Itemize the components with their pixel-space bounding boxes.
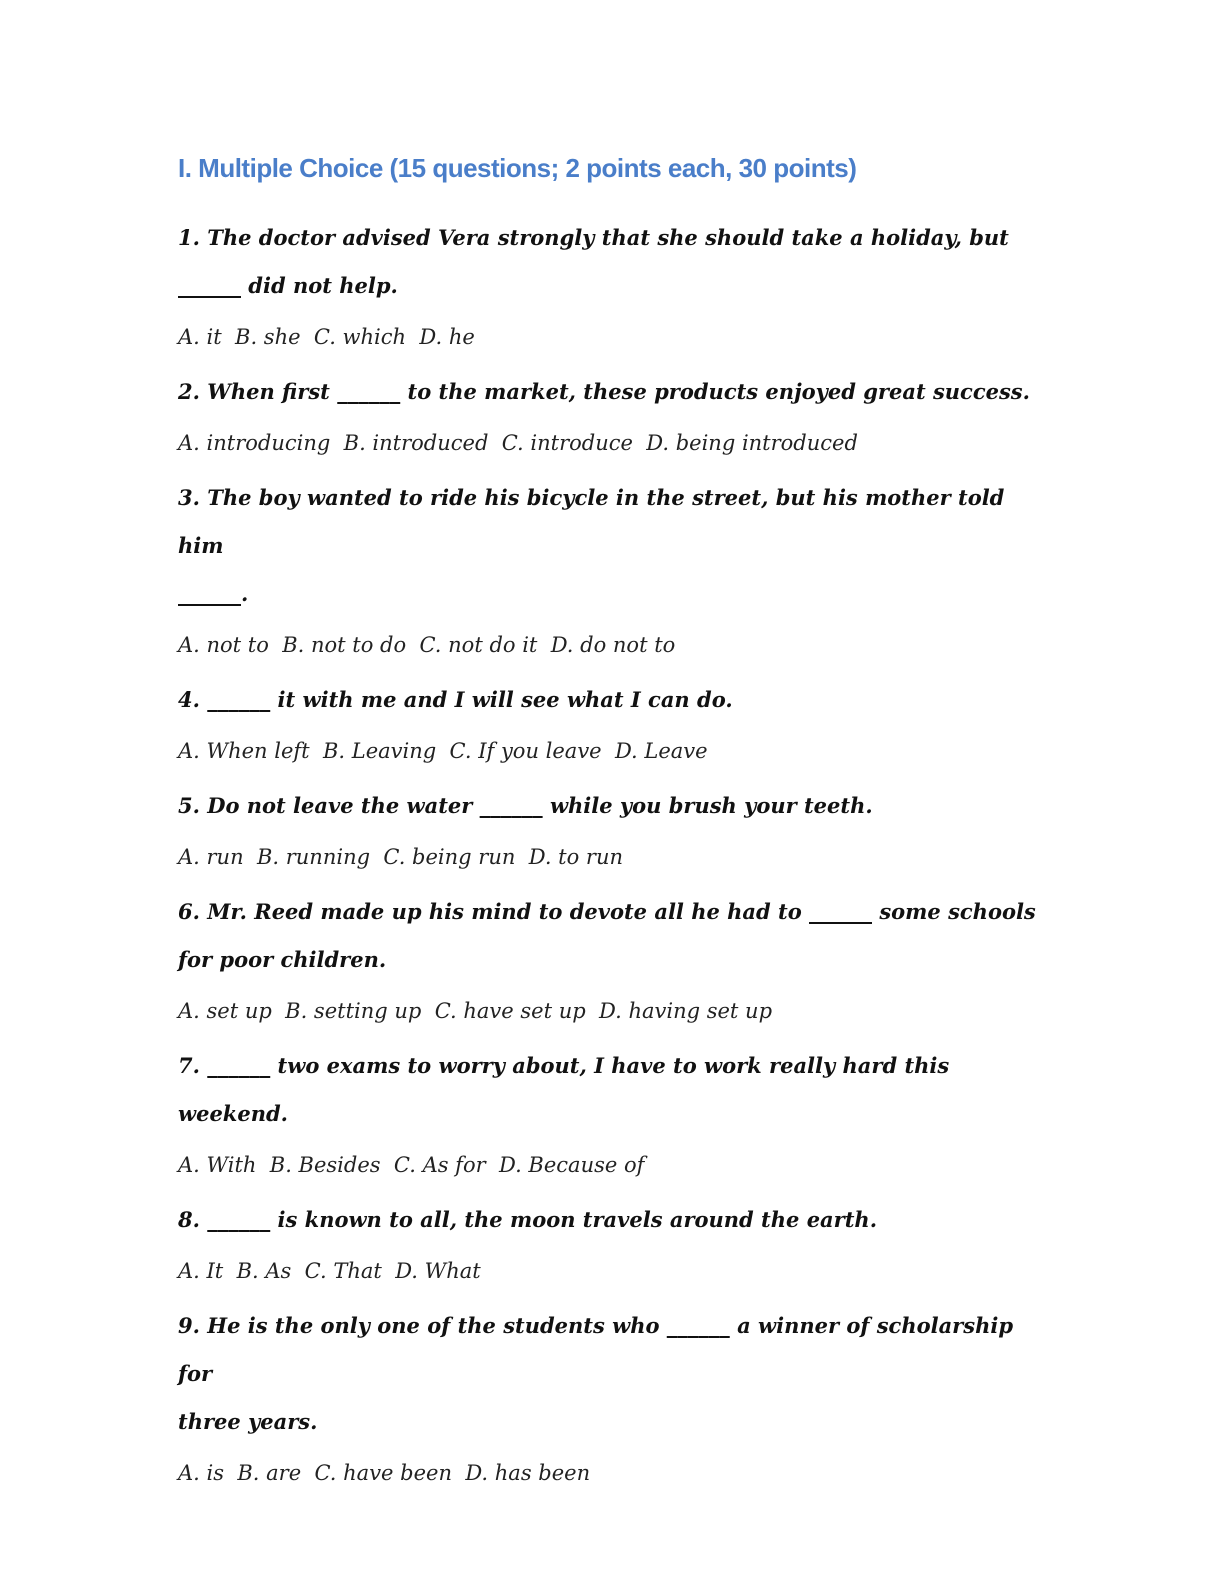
question-text-continued: ______ did not help. [178, 273, 398, 298]
question-2 [178, 368, 1038, 458]
question-5 [178, 782, 1038, 872]
question-9 [178, 1302, 1038, 1488]
question-text: 9. He is the only one of the students who ______ a winner of scholarship for [178, 1313, 1013, 1386]
question-text: 8. ______ is known to all, the moon travels around the earth. [178, 1207, 877, 1232]
question-3 [178, 474, 1038, 660]
answer-options: A. not to B. not to do C. not do it D. do not to [178, 633, 676, 657]
question-text-continued: weekend. [178, 1101, 288, 1126]
answer-options: A. is B. are C. have been D. has been [178, 1461, 591, 1485]
question-text-continued: three years. [178, 1409, 318, 1434]
answer-options: A. run B. running C. being run D. to run [178, 845, 624, 869]
question-text: 3. The boy wanted to ride his bicycle in the street, but his mother told him [178, 485, 1005, 558]
question-text: 5. Do not leave the water ______ while you brush your teeth. [178, 793, 873, 818]
question-text: 6. Mr. Reed made up his mind to devote all he had to ______ some schools [178, 899, 1036, 924]
question-7 [178, 1042, 1038, 1180]
question-text-continued: for poor children. [178, 947, 387, 972]
answer-options: A. When left B. Leaving C. If you leave D. Leave [178, 739, 708, 763]
answer-options: A. introducing B. introduced C. introduce D. being introduced [178, 431, 858, 455]
question-text: 2. When first ______ to the market, these products enjoyed great success. [178, 379, 1030, 404]
question-1 [178, 214, 1038, 352]
question-text: 4. ______ it with me and I will see what I can do. [178, 687, 733, 712]
answer-options: A. set up B. setting up C. have set up D. having set up [178, 999, 773, 1023]
question-text: 1. The doctor advised Vera strongly that she should take a holiday, but [178, 225, 1009, 250]
question-8 [178, 1196, 1038, 1286]
question-4 [178, 676, 1038, 766]
question-text-continued: ______. [178, 581, 249, 606]
document-page [178, 150, 1038, 1504]
answer-options: A. it B. she C. which D. he [178, 325, 475, 349]
answer-options: A. With B. Besides C. As for D. Because of [178, 1153, 645, 1177]
section-heading: I. Multiple Choice (15 questions; 2 points each, 30 points) [178, 153, 857, 183]
answer-options: A. It B. As C. That D. What [178, 1259, 481, 1283]
question-6 [178, 888, 1038, 1026]
question-text: 7. ______ two exams to worry about, I have to work really hard this [178, 1053, 950, 1078]
